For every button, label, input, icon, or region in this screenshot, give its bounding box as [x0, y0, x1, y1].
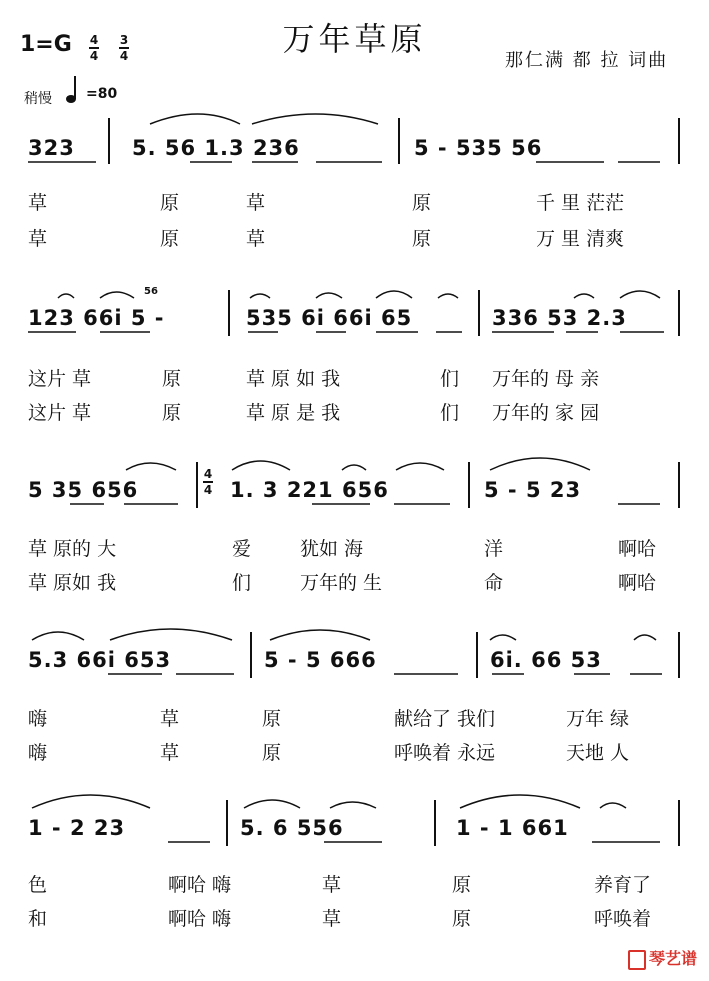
song-title: 万年草原	[282, 20, 427, 58]
slur	[490, 635, 516, 640]
lyric: 天地 人	[566, 742, 630, 764]
credits: 那仁满 都 拉 词曲	[505, 50, 669, 71]
logo-icon	[628, 950, 646, 970]
lyric: 原	[262, 742, 282, 764]
measure-notes: 1. 3 221 656	[230, 478, 389, 502]
lyric: 献给了 我们	[394, 708, 496, 730]
lyric: 嗨	[28, 742, 48, 764]
slur	[438, 294, 458, 298]
slur	[460, 795, 580, 808]
lyric: 万年的 生	[300, 572, 383, 594]
slur	[58, 294, 74, 298]
lyric: 养育了	[594, 874, 652, 896]
lyric: 万年的 母 亲	[492, 368, 600, 390]
lyric: 草 原 是 我	[246, 402, 341, 424]
lyric: 草 原的 大	[28, 538, 117, 560]
time-sig-denominator: 4	[119, 48, 129, 63]
measure-notes: 1 - 1 661	[456, 816, 569, 840]
slur	[330, 802, 376, 808]
lyric: 草	[322, 874, 342, 896]
measure-notes: 5 - 535 56	[414, 136, 543, 160]
slur	[396, 463, 444, 470]
lyric: 啊哈	[618, 572, 657, 594]
slur	[270, 630, 370, 640]
tempo-label: 稍慢	[24, 91, 52, 107]
slur	[620, 291, 660, 298]
measure-notes: 123 66i 5 -	[28, 306, 165, 330]
slur	[634, 635, 656, 640]
lyric: 草	[322, 908, 342, 930]
lyric: 们	[232, 572, 252, 594]
slur	[126, 463, 176, 470]
slur	[376, 291, 412, 298]
measure-notes: 5.3 66i 653	[28, 648, 172, 672]
lyric: 这片 草	[28, 368, 92, 390]
lyric: 原	[162, 368, 182, 390]
time-sig-numerator: 3	[119, 33, 129, 47]
lyric: 原	[160, 192, 180, 214]
slur	[316, 293, 342, 298]
slur	[490, 458, 590, 470]
lyric: 万 里 清爽	[536, 228, 625, 250]
measure-notes: 5. 6 556	[240, 816, 344, 840]
lyric: 原	[262, 708, 282, 730]
tempo-value: =80	[86, 86, 118, 102]
lyric: 们	[440, 402, 460, 424]
slur	[600, 803, 626, 808]
slur	[232, 461, 290, 470]
lyric: 草	[28, 192, 48, 214]
lyric: 原	[452, 908, 472, 930]
lyric: 呼唤着 永远	[394, 742, 496, 764]
lyric: 原	[160, 228, 180, 250]
measure-notes: 336 53 2.3	[492, 306, 627, 330]
lyric: 草	[28, 228, 48, 250]
grace-notes: 56	[144, 286, 158, 297]
slur	[150, 114, 240, 124]
time-sig-numerator: 4	[203, 467, 213, 481]
measure-notes: 5 - 5 23	[484, 478, 582, 502]
lyric: 千 里 茫茫	[536, 192, 625, 214]
lyric: 原	[162, 402, 182, 424]
watermark-text: 琴艺谱	[649, 949, 698, 968]
measure-notes: 5 - 5 666	[264, 648, 377, 672]
time-sig-denominator: 4	[89, 48, 99, 63]
lyric: 啊哈 嗨	[168, 874, 232, 896]
lyric: 万年 绿	[566, 708, 630, 730]
measure-notes: 323	[28, 136, 75, 160]
lyric: 万年的 家 园	[492, 402, 600, 424]
lyric: 原	[452, 874, 472, 896]
lyric: 爱	[232, 538, 252, 560]
lyric: 这片 草	[28, 402, 92, 424]
lyric: 啊哈 嗨	[168, 908, 232, 930]
lyric: 啊哈	[618, 538, 657, 560]
slur	[342, 465, 366, 470]
lyric: 草 原 如 我	[246, 368, 341, 390]
slur	[100, 292, 134, 298]
lyric: 草	[160, 708, 180, 730]
lyric: 命	[484, 572, 504, 594]
measure-notes: 535 6i 66i 65	[246, 306, 413, 330]
lyric: 草 原如 我	[28, 572, 117, 594]
slur	[244, 800, 300, 808]
slur	[574, 294, 594, 298]
lyric: 色	[28, 874, 48, 896]
lyric: 草	[246, 192, 266, 214]
slur	[32, 795, 150, 808]
watermark-logo	[628, 946, 697, 970]
time-sig-denominator: 4	[203, 482, 213, 497]
lyric: 草	[246, 228, 266, 250]
measure-notes: 5. 56 1.3 236	[132, 136, 300, 160]
measure-notes: 6i. 66 53	[490, 648, 602, 672]
lyric: 嗨	[28, 708, 48, 730]
measure-notes: 1 - 2 23	[28, 816, 126, 840]
slur	[250, 294, 270, 298]
slur	[252, 114, 378, 124]
lyric: 呼唤着	[594, 908, 652, 930]
lyric: 和	[28, 908, 48, 930]
slur	[110, 629, 232, 640]
slur	[32, 632, 84, 640]
key-signature: 1=G	[20, 32, 72, 57]
lyric: 洋	[484, 538, 504, 560]
lyric: 犹如 海	[300, 538, 364, 560]
lyric: 原	[412, 228, 432, 250]
lyric: 们	[440, 368, 460, 390]
measure-notes: 5 35 656	[28, 478, 139, 502]
lyric: 原	[412, 192, 432, 214]
lyric: 草	[160, 742, 180, 764]
time-sig-numerator: 4	[89, 33, 99, 47]
